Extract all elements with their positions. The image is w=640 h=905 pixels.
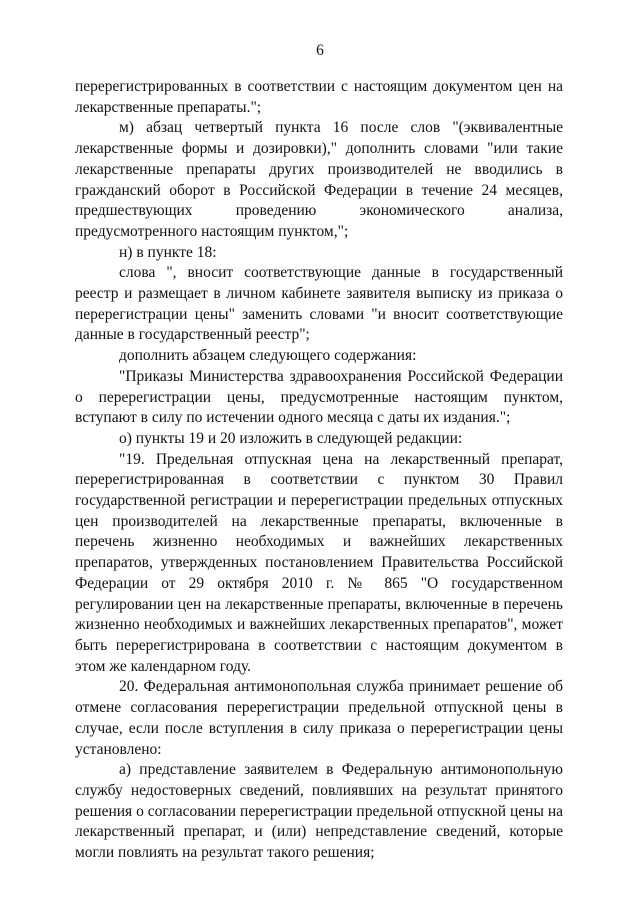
paragraph: "Приказы Министерства здравоохранения Российской Федерации о перерегистрации цены, предусмотренные настоящим пунктом, вступают в силу по истечении одного месяца с даты их издания."; — [75, 367, 563, 427]
paragraph: а) представление заявителем в Федеральную антимонопольную службу недостоверных сведений, повлиявших на результат принятого решения о согласовании перерегистрации предельной отпускной цены на лекарственный препарат, и (или) непредставление сведений, которые могли повлиять на результат такого решения; — [75, 761, 563, 862]
paragraph: о) пункты 19 и 20 изложить в следующей редакции: — [119, 429, 463, 447]
paragraph: м) абзац четвертый пункта 16 после слов "(эквивалентные лекарственные формы и дозировки)," дополнить словами "или такие лекарственные препараты других производителей не вводились в гражданский оборот в Российской Федерации в течение 24 месяцев, предшествующих проведению экономического анализа, предусмотренного настоящим пунктом,"; — [75, 119, 563, 240]
paragraph: дополнить абзацем следующего содержания: — [119, 347, 417, 365]
paragraph: слова ", вносит соответствующие данные в государственный реестр и размещает в личном кабинете заявителя выписку из приказа о перерегистрации цены" заменить словами "и вносит соответствующие данные в государственный реестр"; — [75, 264, 563, 344]
page-number: 6 — [316, 42, 324, 59]
document-body — [75, 77, 563, 864]
paragraph: "19. Предельная отпускная цена на лекарственный препарат, перерегистрированная в соответствии с пунктом 30 Правил государственной регистрации и перерегистрации предельных отпускных цен производителей на лекарственные препараты, включенные в перечень жизненно необходимых и важнейших лекарственных препаратов, утвержденных постановлением Правительства Российской Федерации от 29 октября 2010 г. № 865 "О государственном регулировании цен на лекарственные препараты, включенные в перечень жизненно необходимых и важнейших лекарственных препаратов", может быть перерегистрирована в соответствии с настоящим документом в этом же календарном году. — [75, 450, 563, 675]
paragraph: н) в пункте 18: — [119, 243, 217, 261]
paragraph: 20. Федеральная антимонопольная служба принимает решение об отмене согласования перерегистрации предельной отпускной цены в случае, если после вступления в силу приказа о перерегистрации цены установлено: — [75, 678, 563, 758]
paragraph: перерегистрированных в соответствии с настоящим документом цен на лекарственные препараты."; — [75, 78, 563, 116]
